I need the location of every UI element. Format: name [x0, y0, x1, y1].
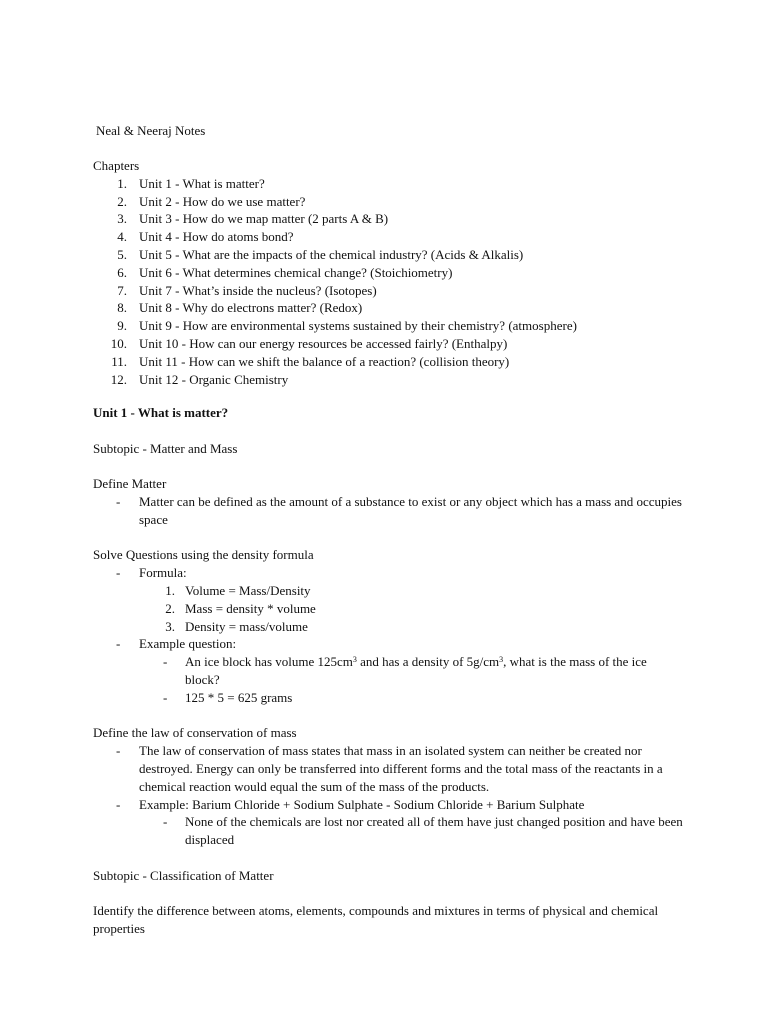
- chapter-number: 7.: [117, 282, 127, 298]
- chapter-item: [93, 193, 733, 211]
- chapter-item: [93, 175, 733, 193]
- question-text-c: , what is the mass of the ice block?: [185, 654, 647, 687]
- superscript: 3: [499, 655, 504, 665]
- formula-text: Mass = density * volume: [185, 600, 316, 616]
- dash-marker: -: [163, 654, 168, 670]
- formula-item: [93, 600, 683, 618]
- dash-marker: -: [116, 796, 121, 812]
- chapter-text: Unit 6 - What determines chemical change? (Stoichiometry): [139, 264, 453, 280]
- formula-label: Formula:: [139, 565, 187, 581]
- superscript: 3: [352, 655, 357, 665]
- formula-number: 3.: [165, 618, 175, 634]
- chapter-text: Unit 5 - What are the impacts of the chemical industry? (Acids & Alkalis): [139, 246, 524, 262]
- formula-text: Density = mass/volume: [185, 618, 308, 634]
- chapter-number: 12.: [110, 371, 127, 387]
- chapter-item: [93, 228, 733, 246]
- conservation-heading: Define the law of conservation of mass: [93, 725, 297, 741]
- chapter-item: [93, 299, 733, 317]
- chapter-number: 5.: [117, 246, 127, 262]
- chapter-number: 3.: [117, 211, 127, 227]
- chapter-text: Unit 10 - How can our energy resources be accessed fairly? (Enthalpy): [139, 335, 508, 351]
- chapter-item: [93, 246, 733, 264]
- chapter-item: [93, 264, 733, 282]
- chapter-item: [93, 371, 733, 389]
- subtopic-heading: Subtopic - Matter and Mass: [93, 440, 238, 456]
- dash-marker: -: [116, 743, 121, 759]
- chapter-number: 10.: [110, 335, 127, 351]
- chapter-text: Unit 2 - How do we use matter?: [139, 193, 306, 209]
- chapter-item: [93, 282, 733, 300]
- bullet-item: [93, 635, 683, 653]
- formula-number: 1.: [165, 582, 175, 598]
- chapter-item: [93, 210, 733, 228]
- dash-marker: -: [116, 565, 121, 581]
- example-text: Example: Barium Chloride + Sodium Sulphate - Sodium Chloride + Barium Sulphate: [139, 796, 585, 812]
- example-label: Example question:: [139, 636, 237, 652]
- sub-bullet-item: [93, 653, 683, 689]
- chapter-number: 1.: [117, 175, 127, 191]
- chapters-heading: Chapters: [93, 158, 140, 173]
- formula-item: [93, 618, 683, 636]
- sub-bullet-text: None of the chemicals are lost nor created all of them have just changed position and have been displaced: [185, 814, 683, 848]
- sub-bullet-item: [93, 689, 683, 707]
- dash-marker: -: [116, 493, 121, 509]
- chapter-number: 9.: [117, 318, 127, 334]
- chapter-text: Unit 9 - How are environmental systems sustained by their chemistry? (atmosphere): [139, 318, 577, 334]
- chapter-number: 4.: [117, 229, 127, 245]
- chapter-text: Unit 7 - What’s inside the nucleus? (Isotopes): [139, 282, 377, 298]
- chapter-text: Unit 3 - How do we map matter (2 parts A & B): [139, 211, 389, 227]
- formula-text: Volume = Mass/Density: [185, 582, 311, 598]
- chapter-text: Unit 11 - How can we shift the balance of a reaction? (collision theory): [139, 353, 510, 369]
- dash-marker: -: [116, 636, 121, 652]
- document-title: Neal & Neeraj Notes: [96, 123, 206, 138]
- formula-number: 2.: [165, 600, 175, 616]
- chapter-number: 6.: [117, 264, 127, 280]
- chapter-text: Unit 8 - Why do electrons matter? (Redox): [139, 300, 363, 316]
- formula-item: [93, 582, 683, 600]
- chapter-text: Unit 1 - What is matter?: [139, 175, 265, 191]
- subtopic-heading: Subtopic - Classification of Matter: [93, 867, 274, 883]
- dash-marker: -: [163, 689, 168, 705]
- identify-text: Identify the difference between atoms, elements, compounds and mixtures in terms of physical and chemical properties: [93, 903, 659, 937]
- chapter-text: Unit 4 - How do atoms bond?: [139, 229, 294, 245]
- bullet-text: The law of conservation of mass states that mass in an isolated system can neither be created nor destroyed. Energy can only be transferred into different forms and the total mass of the reactants in a chemical reaction would equal the sum of the mass of the products.: [139, 743, 663, 794]
- density-heading: Solve Questions using the density formula: [93, 547, 314, 563]
- chapter-item: [93, 353, 733, 371]
- bullet-item: [93, 796, 683, 814]
- chapter-number: 11.: [111, 353, 127, 369]
- chapter-item: [93, 317, 733, 335]
- bullet-item: [93, 742, 683, 795]
- define-matter-heading: Define Matter: [93, 476, 167, 492]
- chapter-text: Unit 12 - Organic Chemistry: [139, 371, 289, 387]
- unit1-section: [93, 404, 683, 938]
- bullet-item: [93, 564, 683, 582]
- chapters-list: [93, 175, 733, 389]
- question-text-a: An ice block has volume 125cm: [185, 654, 353, 670]
- sub-bullet-item: [93, 813, 683, 849]
- chapter-item: [93, 335, 733, 353]
- unit1-heading: Unit 1 - What is matter?: [93, 405, 229, 420]
- chapter-number: 8.: [117, 300, 127, 316]
- chapter-number: 2.: [117, 193, 127, 209]
- bullet-text: Matter can be defined as the amount of a substance to exist or any object which has a mass and occupies space: [139, 493, 682, 527]
- chapters-section: [93, 157, 733, 388]
- answer-text: 125 * 5 = 625 grams: [185, 689, 293, 705]
- dash-marker: -: [163, 814, 168, 830]
- question-text-b: and has a density of 5g/cm: [356, 654, 500, 670]
- bullet-item: [93, 493, 683, 529]
